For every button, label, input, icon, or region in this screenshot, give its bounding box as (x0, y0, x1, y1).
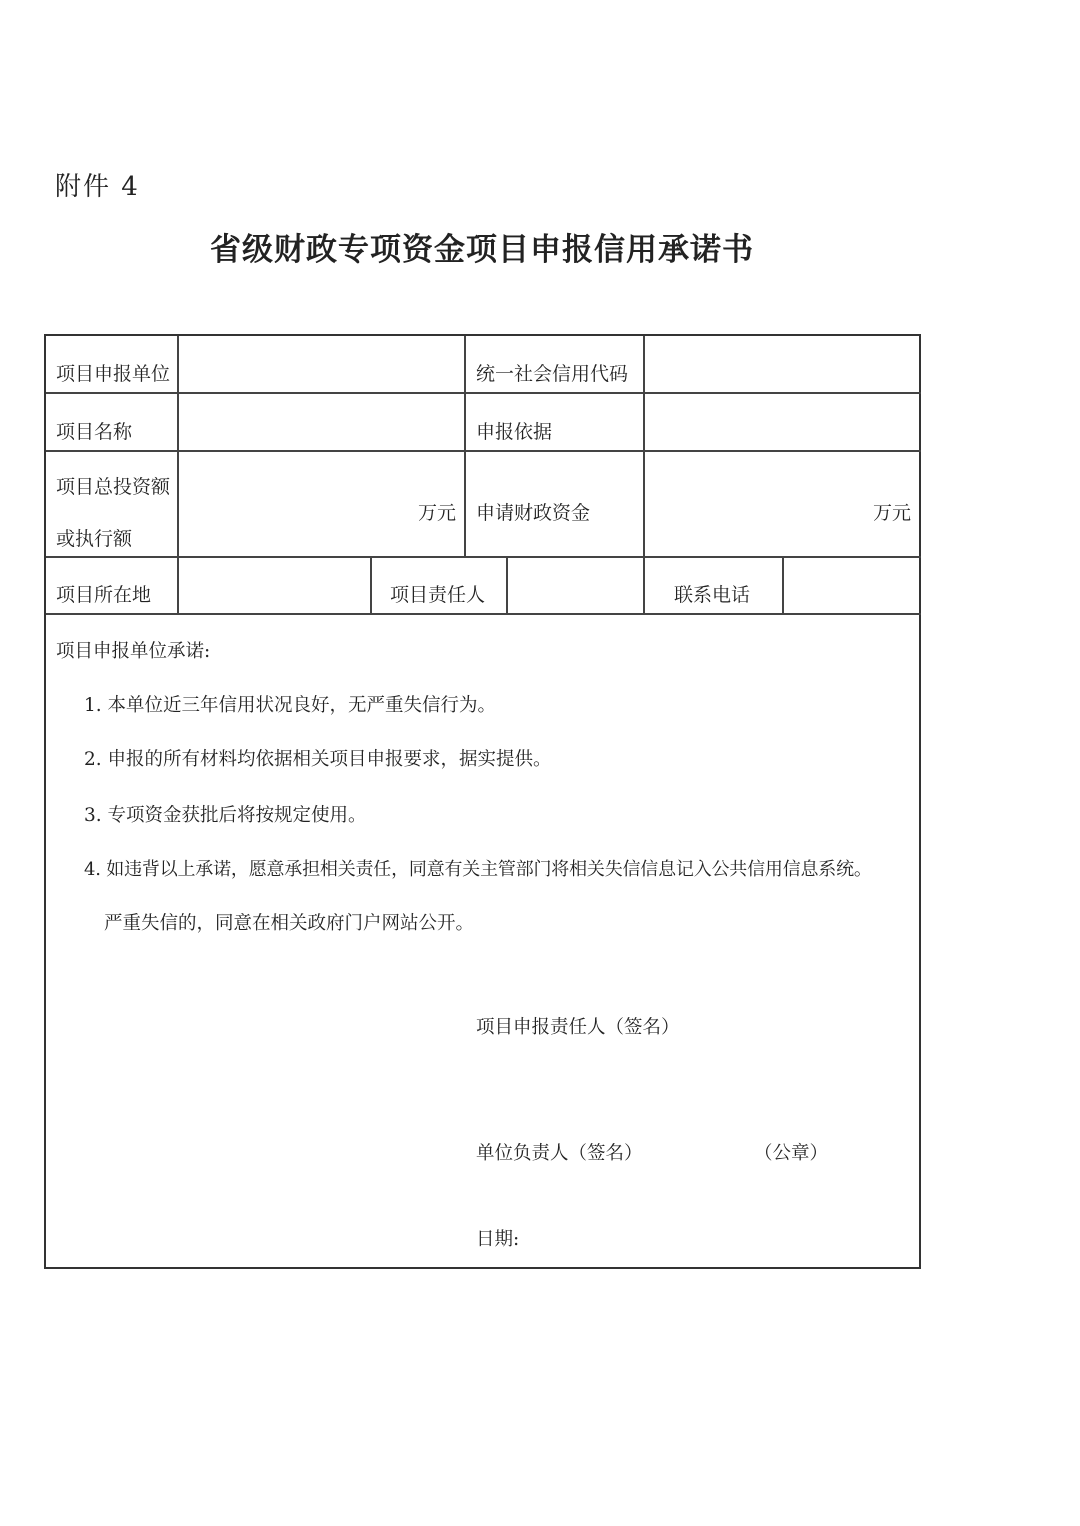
pledge-item-1: 1. 本单位近三年信用状况良好，无严重失信行为。 (84, 695, 497, 716)
signature-responsible-field[interactable] (476, 1044, 776, 1134)
signature-responsible-label: 项目申报责任人（签名） (476, 1017, 680, 1038)
location-value-cell[interactable] (179, 558, 369, 613)
basis-value-cell[interactable] (645, 394, 920, 450)
investment-label-line1: 项目总投资额 (56, 476, 171, 498)
unit-label: 项目申报单位 (56, 363, 171, 385)
col-divider-b (464, 336, 466, 556)
seal-label: （公章） (754, 1143, 829, 1164)
investment-label-line2: 或执行额 (56, 528, 133, 550)
project-name-value-cell[interactable] (179, 394, 463, 450)
manager-label: 项目责任人 (390, 584, 486, 606)
location-label: 项目所在地 (56, 584, 152, 606)
signature-head-label: 单位负责人（签名） (476, 1143, 643, 1164)
date-label: 日期: (476, 1229, 520, 1250)
row-divider-4 (46, 613, 921, 615)
unit-value-cell[interactable] (179, 336, 463, 392)
phone-label: 联系电话 (674, 584, 751, 606)
project-name-label: 项目名称 (56, 421, 133, 443)
date-field[interactable] (536, 1222, 736, 1256)
fund-label: 申请财政资金 (476, 502, 591, 524)
credit-code-label: 统一社会信用代码 (476, 363, 629, 385)
basis-label: 申报依据 (476, 421, 553, 443)
signature-head-field[interactable] (476, 1168, 776, 1218)
document-title: 省级财政专项资金项目申报信用承诺书 (210, 232, 754, 268)
pledge-item-4-continuation: 严重失信的，同意在相关政府门户网站公开。 (104, 913, 475, 934)
pledge-item-2: 2. 申报的所有材料均依据相关项目申报要求，据实提供。 (84, 749, 552, 770)
pledge-heading: 项目申报单位承诺: (56, 641, 211, 662)
attachment-label: 附件 4 (55, 172, 140, 202)
col-divider-d (370, 556, 372, 613)
credit-code-value-cell[interactable] (645, 336, 920, 392)
investment-unit: 万元 (417, 502, 456, 524)
phone-value-cell[interactable] (784, 558, 920, 613)
pledge-item-3: 3. 专项资金获批后将按规定使用。 (84, 805, 367, 826)
manager-value-cell[interactable] (508, 558, 642, 613)
fund-unit: 万元 (872, 502, 911, 524)
pledge-item-4: 4. 如违背以上承诺，愿意承担相关责任，同意有关主管部门将相关失信信息记入公共信用信息系统。 (84, 859, 872, 880)
credit-pledge-form (44, 334, 921, 1269)
